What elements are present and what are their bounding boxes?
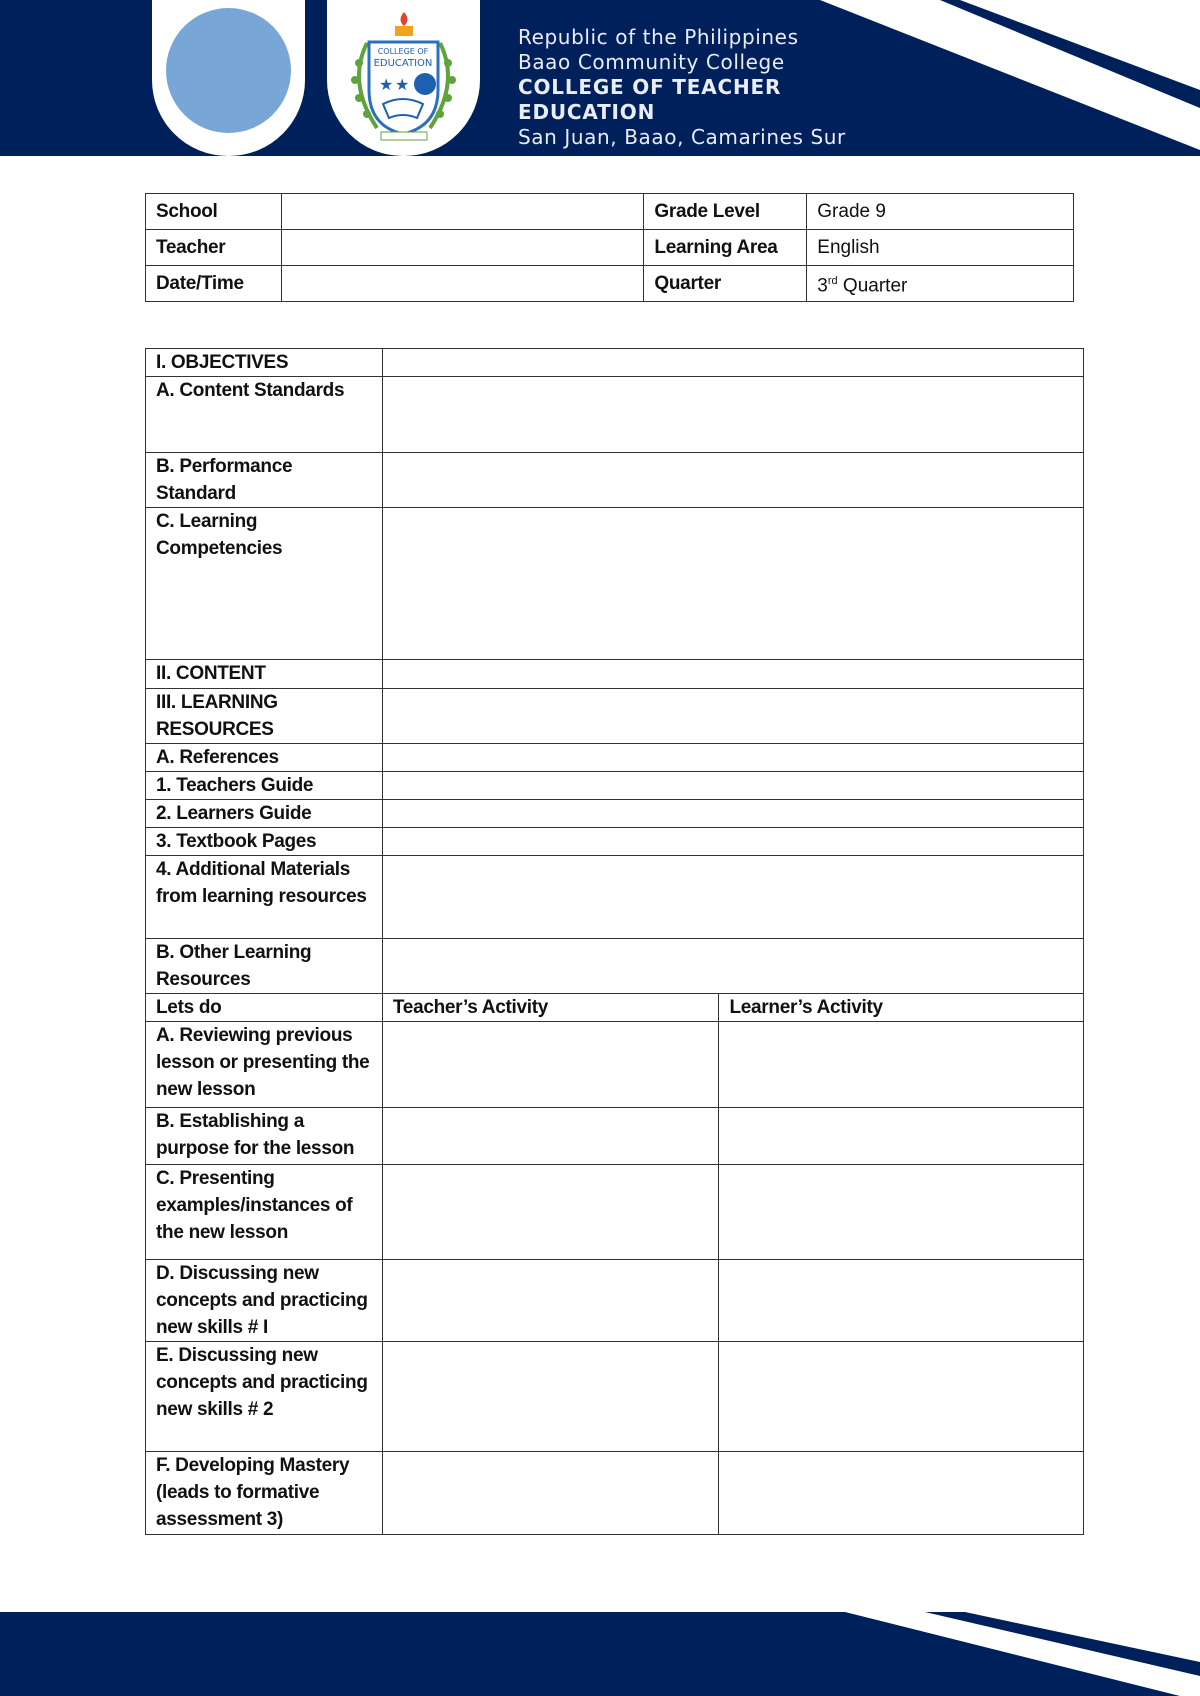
textbook-pages-label: 3. Textbook Pages [146, 828, 383, 856]
step-e-learner-field[interactable] [719, 1342, 1084, 1452]
learning-area-value: English [807, 230, 1074, 266]
step-c-learner-field[interactable] [719, 1165, 1084, 1260]
quarter-label: Quarter [644, 266, 807, 302]
table-row [146, 266, 1074, 302]
learning-area-label: Learning Area [644, 230, 807, 266]
additional-materials-label: 4. Additional Materials from learning resources [146, 856, 383, 939]
table-row [146, 194, 1074, 230]
step-d-teacher-field[interactable] [382, 1260, 719, 1342]
table-row [146, 772, 1084, 800]
table-row [146, 349, 1084, 377]
table-row [146, 1108, 1084, 1165]
other-resources-label: B. Other Learning Resources [146, 939, 383, 994]
table-row [146, 800, 1084, 828]
logo-circle [166, 8, 291, 133]
learning-resources-field[interactable] [382, 689, 1083, 744]
quarter-text: Quarter [837, 275, 908, 297]
performance-standard-label: B. Performance Standard [146, 453, 383, 508]
table-row [146, 453, 1084, 508]
objectives-label: I. OBJECTIVES [146, 349, 383, 377]
college-of-education-seal [327, 0, 480, 156]
table-row [146, 660, 1084, 689]
learning-resources-label: III. LEARNING RESOURCES [146, 689, 383, 744]
objectives-field[interactable] [382, 349, 1083, 377]
table-row [146, 744, 1084, 772]
teacher-activity-header: Teacher’s Activity [382, 994, 719, 1022]
quarter-ordinal: rd [827, 275, 838, 287]
datetime-value-field[interactable] [281, 266, 643, 302]
step-e-teacher-field[interactable] [382, 1342, 719, 1452]
quarter-value [807, 266, 1074, 302]
learner-activity-header: Learner’s Activity [719, 994, 1084, 1022]
step-e-label: E. Discussing new concepts and practicing new skills # 2 [146, 1342, 383, 1452]
table-row [146, 828, 1084, 856]
grade-level-value: Grade 9 [807, 194, 1074, 230]
department-line-1: COLLEGE OF TEACHER [518, 75, 782, 99]
header-banner [0, 0, 1200, 156]
table-row [146, 230, 1074, 266]
svg-text:★: ★ [395, 77, 410, 94]
references-label: A. References [146, 744, 383, 772]
step-c-teacher-field[interactable] [382, 1165, 719, 1260]
table-row [146, 994, 1084, 1022]
svg-text:EDUCATION: EDUCATION [373, 58, 433, 69]
references-field[interactable] [382, 744, 1083, 772]
republic-line: Republic of the Philippines [518, 25, 799, 49]
table-row [146, 1452, 1084, 1535]
address-line: San Juan, Baao, Camarines Sur [518, 125, 846, 149]
step-a-label: A. Reviewing previous lesson or presenting the new lesson [146, 1022, 383, 1108]
step-f-learner-field[interactable] [719, 1452, 1084, 1535]
content-label: II. CONTENT [146, 660, 383, 689]
table-row [146, 1342, 1084, 1452]
teachers-guide-field[interactable] [382, 772, 1083, 800]
teacher-label: Teacher [146, 230, 282, 266]
learning-competencies-field[interactable] [382, 508, 1083, 660]
step-b-teacher-field[interactable] [382, 1108, 719, 1165]
step-d-learner-field[interactable] [719, 1260, 1084, 1342]
step-a-learner-field[interactable] [719, 1022, 1084, 1108]
datetime-label: Date/Time [146, 266, 282, 302]
teacher-value-field[interactable] [281, 230, 643, 266]
table-row [146, 1165, 1084, 1260]
step-c-label: C. Presenting examples/instances of the new lesson [146, 1165, 383, 1260]
content-standards-label: A. Content Standards [146, 377, 383, 453]
department-line-2: EDUCATION [518, 100, 656, 124]
additional-materials-field[interactable] [382, 856, 1083, 939]
step-f-teacher-field[interactable] [382, 1452, 719, 1535]
quarter-number: 3 [817, 275, 828, 297]
school-logo-placeholder [152, 0, 305, 156]
table-row [146, 856, 1084, 939]
svg-text:★: ★ [379, 77, 394, 94]
footer-banner [0, 1612, 1200, 1696]
institution-heading [518, 25, 846, 150]
other-resources-field[interactable] [382, 939, 1083, 994]
lets-do-label: Lets do [146, 994, 383, 1022]
performance-standard-field[interactable] [382, 453, 1083, 508]
step-a-teacher-field[interactable] [382, 1022, 719, 1108]
table-row [146, 1260, 1084, 1342]
table-row [146, 689, 1084, 744]
footer-diagonal-stripes [0, 1612, 1200, 1696]
school-value-field[interactable] [281, 194, 643, 230]
table-row [146, 377, 1084, 453]
school-label: School [146, 194, 282, 230]
table-row [146, 939, 1084, 994]
learners-guide-field[interactable] [382, 800, 1083, 828]
lesson-plan-table [145, 348, 1084, 1535]
step-b-label: B. Establishing a purpose for the lesson [146, 1108, 383, 1165]
step-f-label: F. Developing Mastery (leads to formative assessment 3) [146, 1452, 383, 1535]
textbook-pages-field[interactable] [382, 828, 1083, 856]
seal-emblem [337, 8, 470, 148]
grade-level-label: Grade Level [644, 194, 807, 230]
step-b-learner-field[interactable] [719, 1108, 1084, 1165]
table-row [146, 508, 1084, 660]
step-d-label: D. Discussing new concepts and practicing new skills # I [146, 1260, 383, 1342]
table-row [146, 1022, 1084, 1108]
learning-competencies-label: C. Learning Competencies [146, 508, 383, 660]
content-standards-field[interactable] [382, 377, 1083, 453]
college-name-line: Baao Community College [518, 50, 785, 74]
teachers-guide-label: 1. Teachers Guide [146, 772, 383, 800]
svg-text:COLLEGE OF: COLLEGE OF [377, 47, 429, 56]
learners-guide-label: 2. Learners Guide [146, 800, 383, 828]
lesson-info-table [145, 193, 1074, 302]
content-field[interactable] [382, 660, 1083, 689]
